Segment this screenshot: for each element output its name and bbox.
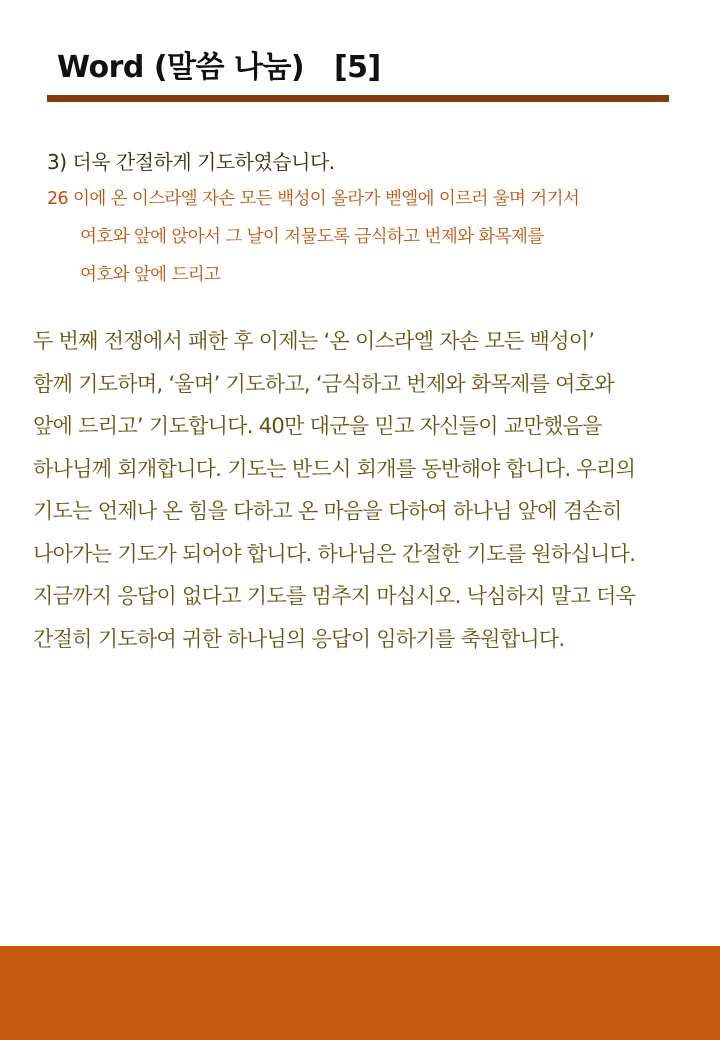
paragraph-line: 지금까지 응답이 없다고 기도를 멈추지 마십시오. 낙심하지 말고 더욱: [33, 584, 636, 608]
paragraph-line: 기도는 언제나 온 힘을 다하고 온 마음을 다하여 하나님 앞에 겸손히: [33, 499, 622, 523]
paragraph-line: 두 번째 전쟁에서 패한 후 이제는 ‘온 이스라엘 자손 모든 백성이’: [33, 329, 595, 353]
page-title: Word (말씀 나눔) [5]: [57, 50, 381, 85]
title-divider: [47, 95, 669, 102]
verse-line: 26 이에 온 이스라엘 자손 모든 백성이 올라가 벧엘에 이르러 울며 거기서: [47, 189, 580, 209]
footer-bar: [0, 946, 720, 1040]
paragraph-line: 나아가는 기도가 되어야 합니다. 하나님은 간절한 기도를 원하십니다.: [33, 541, 636, 566]
sermon-paragraph: [33, 325, 693, 665]
paragraph-line: 하나님께 회개합니다. 기도는 반드시 회개를 동반해야 합니다. 우리의: [33, 456, 636, 481]
paragraph-line: 앞에 드리고’ 기도합니다. 40만 대군을 믿고 자신들이 교만했음을: [33, 414, 602, 438]
scripture-verse: [47, 186, 687, 300]
paragraph-line: 함께 기도하며, ‘울며’ 기도하고, ‘금식하고 번제와 화목제를 여호와: [33, 371, 614, 396]
verse-line: 여호와 앞에 앉아서 그 날이 저물도록 금식하고 번제와 화목제를: [80, 227, 544, 247]
verse-line: 여호와 앞에 드리고: [80, 265, 221, 285]
paragraph-line: 간절히 기도하여 귀한 하나님의 응답이 임하기를 축원합니다.: [33, 626, 565, 651]
section-heading: 3) 더욱 간절하게 기도하였습니다.: [47, 150, 335, 174]
